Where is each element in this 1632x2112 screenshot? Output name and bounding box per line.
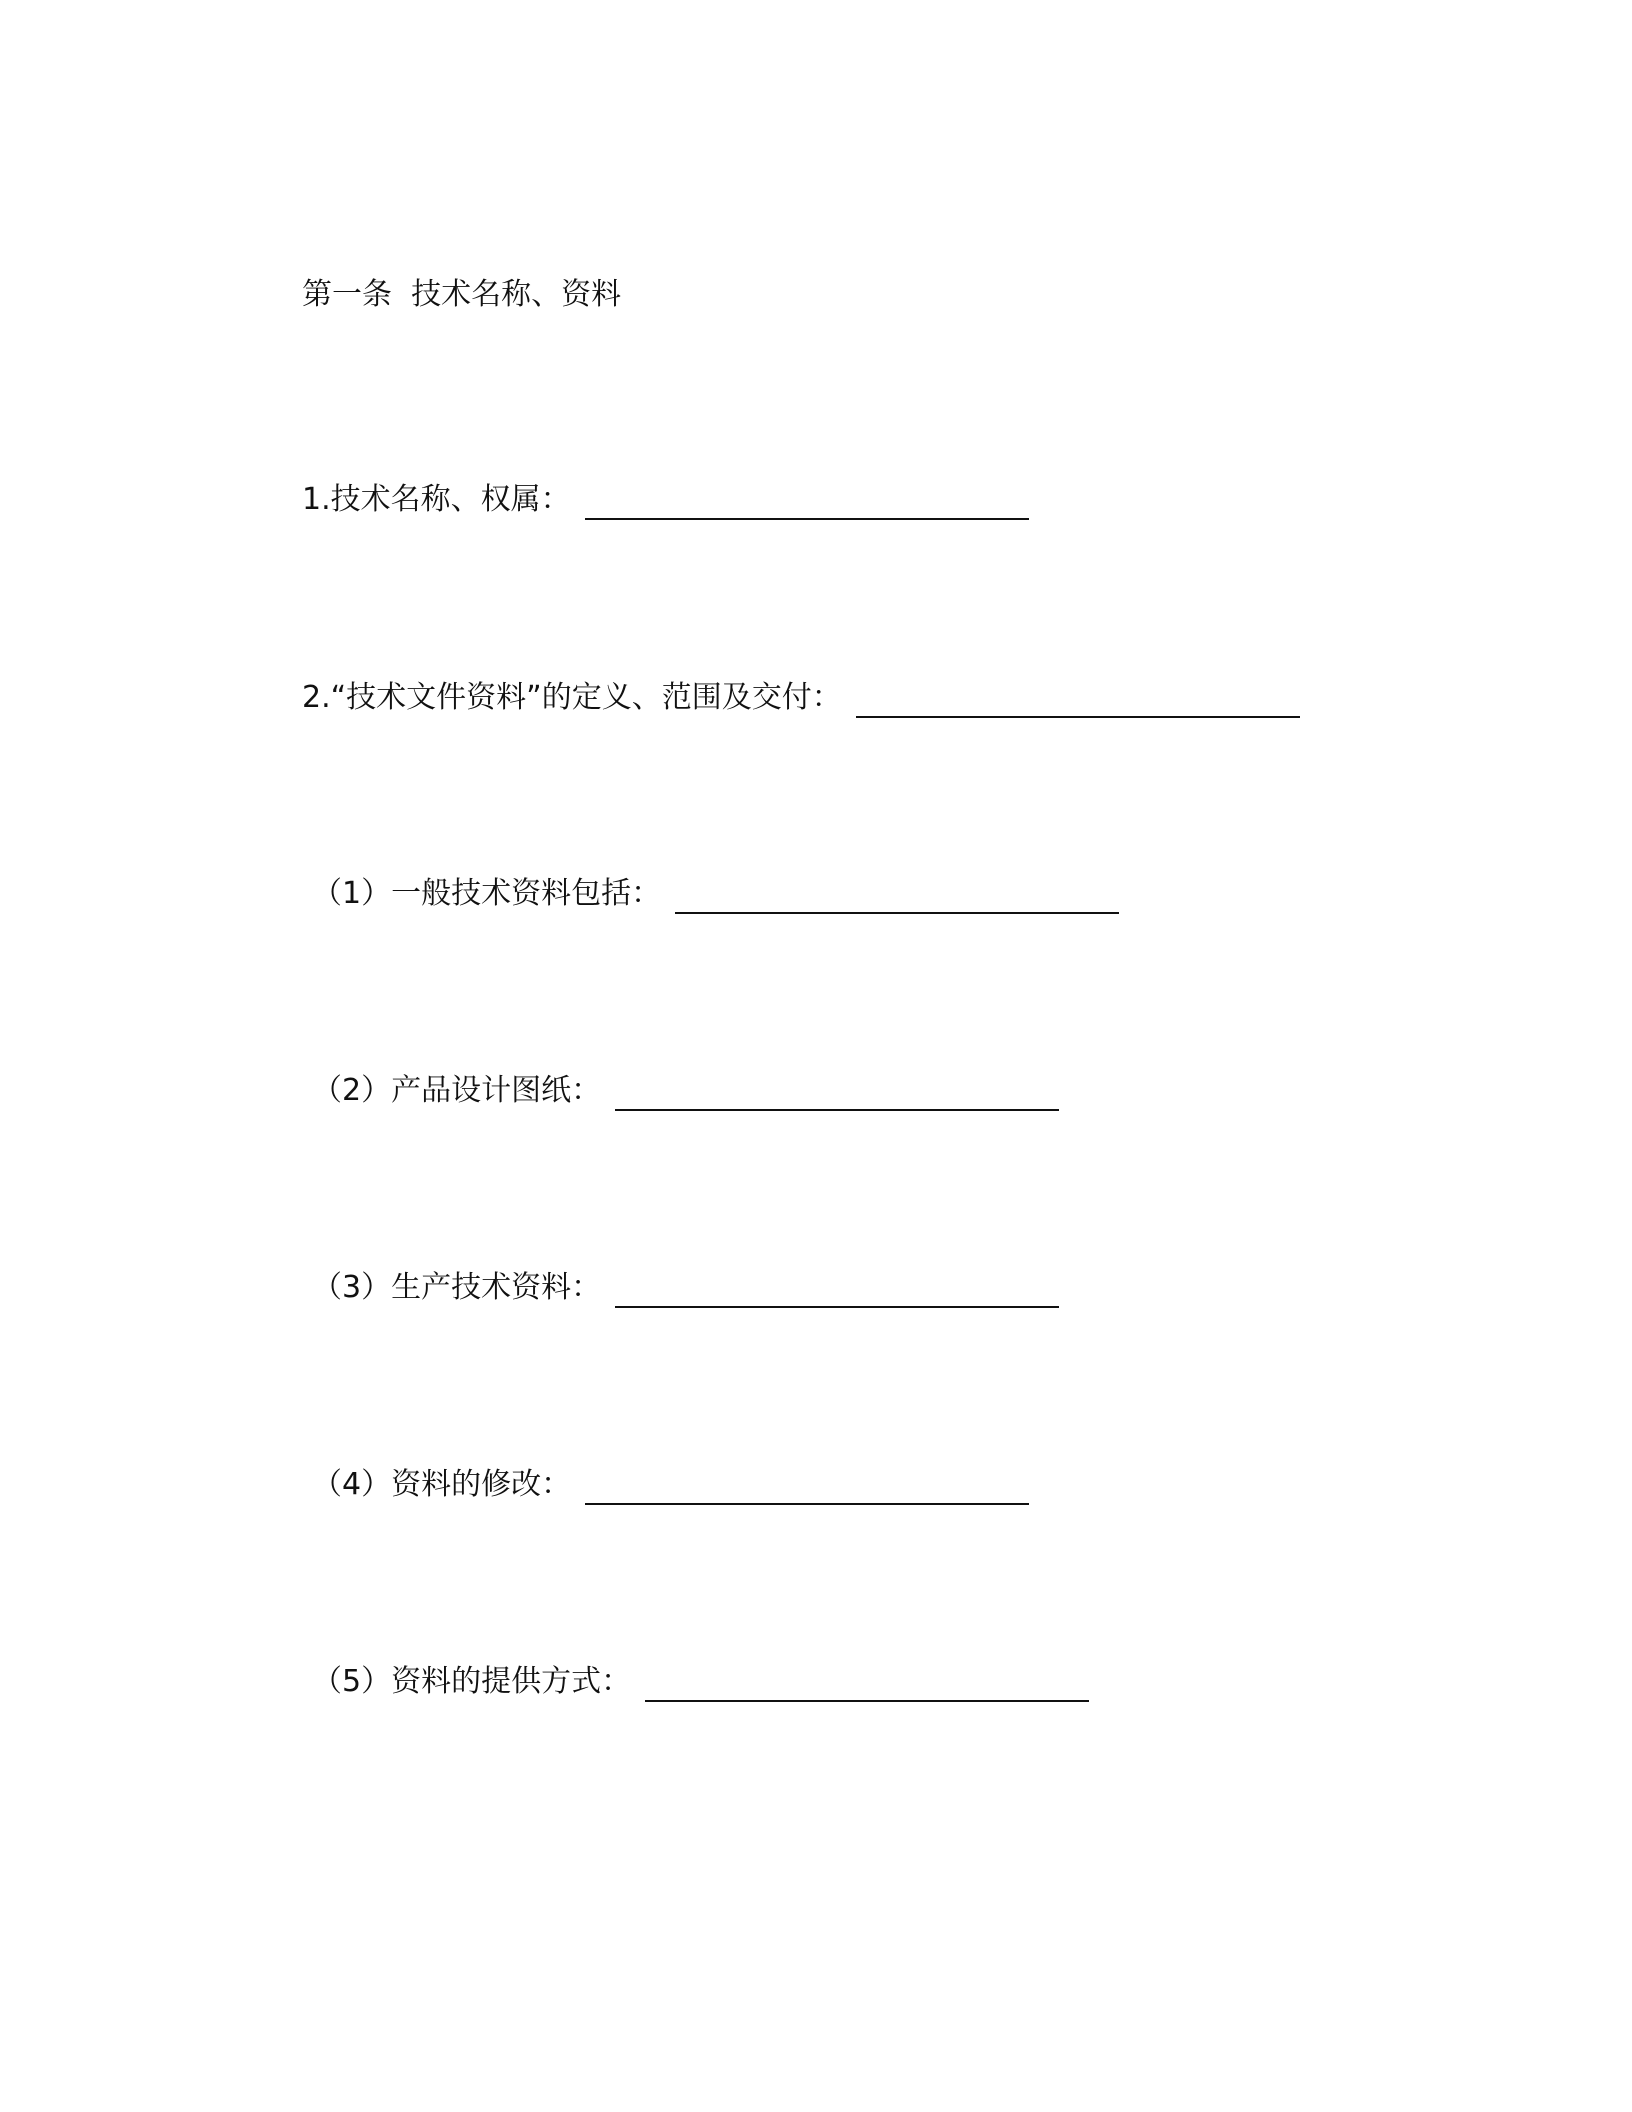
- form-line-delivery-method: [312, 1660, 1089, 1702]
- fill-in-blank[interactable]: [615, 1069, 1059, 1111]
- form-line-material-revision: [312, 1463, 1029, 1505]
- article-heading: [302, 275, 621, 315]
- form-label: （4）资料的修改：: [312, 1467, 572, 1502]
- fill-in-blank[interactable]: [585, 1463, 1029, 1505]
- form-line-technical-documents: [302, 676, 1300, 718]
- form-line-general-materials: [312, 872, 1119, 914]
- form-label: 2.“技术文件资料”的定义、范围及交付：: [302, 680, 842, 715]
- form-label: （3）生产技术资料：: [312, 1270, 602, 1305]
- form-label: （5）资料的提供方式：: [312, 1664, 632, 1699]
- form-line-technology-name: [302, 478, 1029, 520]
- form-label: （2）产品设计图纸：: [312, 1073, 602, 1108]
- form-line-production-materials: [312, 1266, 1059, 1308]
- fill-in-blank[interactable]: [675, 872, 1119, 914]
- form-line-design-drawings: [312, 1069, 1059, 1111]
- article-heading-text: 第一条 技术名称、资料: [302, 277, 622, 312]
- form-label: （1）一般技术资料包括：: [312, 876, 662, 911]
- fill-in-blank[interactable]: [645, 1660, 1089, 1702]
- form-label: 1.技术名称、权属：: [302, 482, 571, 517]
- fill-in-blank[interactable]: [856, 676, 1300, 718]
- fill-in-blank[interactable]: [585, 478, 1029, 520]
- fill-in-blank[interactable]: [615, 1266, 1059, 1308]
